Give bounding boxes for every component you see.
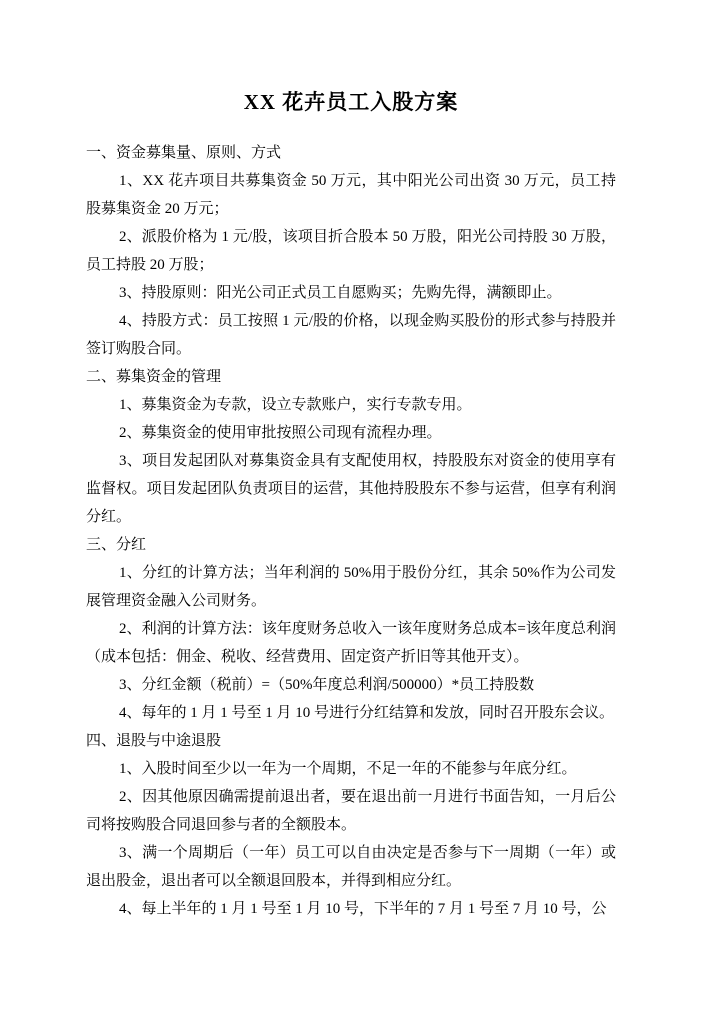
section-2-paragraph-2: 2、募集资金的使用审批按照公司现有流程办理。 (119, 425, 442, 441)
section-3-paragraph-3: 3、分红金额（税前）=（50%年度总利润/500000）*员工持股数 (119, 677, 535, 693)
section-2-paragraph-3: 3、项目发起团队对募集资金具有支配使用权，持股股东对资金的使用享有监督权。项目发起团队负责项目的运营，其他持股股东不参与运营，但享有利润分红。 (86, 453, 616, 525)
section-3-paragraph-2: 2、利润的计算方法：该年度财务总收入一该年度财务总成本=该年度总利润（成本包括：佣金、税收、经营费用、固定资产折旧等其他开支）。 (86, 621, 616, 665)
section-4-heading: 四、退股与中途退股 (86, 733, 222, 749)
document-body (86, 139, 616, 923)
section-4-paragraph-3: 3、满一个周期后（一年）员工可以自由决定是否参与下一周期（一年）或退出股金，退出者可以全额退回股本，并得到相应分红。 (86, 845, 616, 889)
section-2-heading: 二、募集资金的管理 (86, 369, 222, 385)
section-2-paragraph-1: 1、募集资金为专款，设立专款账户，实行专款专用。 (119, 397, 472, 413)
section-3-paragraph-1: 1、分红的计算方法；当年利润的 50%用于股份分红，其余 50%作为公司发展管理资金融入公司财务。 (86, 565, 616, 609)
section-1-paragraph-1: 1、XX 花卉项目共募集资金 50 万元，其中阳光公司出资 30 万元，员工持股募集资金 20 万元； (86, 173, 616, 217)
section-1-paragraph-2: 2、派股价格为 1 元/股，该项目折合股本 50 万股，阳光公司持股 30 万股，员工持股 20 万股； (86, 229, 616, 273)
section-1-paragraph-3: 3、持股原则：阳光公司正式员工自愿购买；先购先得，满额即止。 (119, 285, 562, 301)
section-4-paragraph-4: 4、每上半年的 1 月 1 号至 1 月 10 号，下半年的 7 月 1 号至 7 月 10 号，公 (119, 901, 607, 917)
section-1-heading: 一、资金募集量、原则、方式 (86, 145, 282, 161)
section-4-paragraph-1: 1、入股时间至少以一年为一个周期，不足一年的不能参与年底分红。 (119, 761, 577, 777)
section-1-paragraph-4: 4、持股方式：员工按照 1 元/股的价格，以现金购买股份的形式参与持股并签订购股合同。 (86, 313, 616, 357)
section-4-paragraph-2: 2、因其他原因确需提前退出者，要在退出前一月进行书面告知，一月后公司将按购股合同退回参与者的全额股本。 (86, 789, 616, 833)
document-title: XX 花卉员工入股方案 (243, 90, 459, 114)
section-3-heading: 三、分红 (86, 537, 147, 553)
section-3-paragraph-4: 4、每年的 1 月 1 号至 1 月 10 号进行分红结算和发放，同时召开股东会议。 (119, 705, 615, 721)
